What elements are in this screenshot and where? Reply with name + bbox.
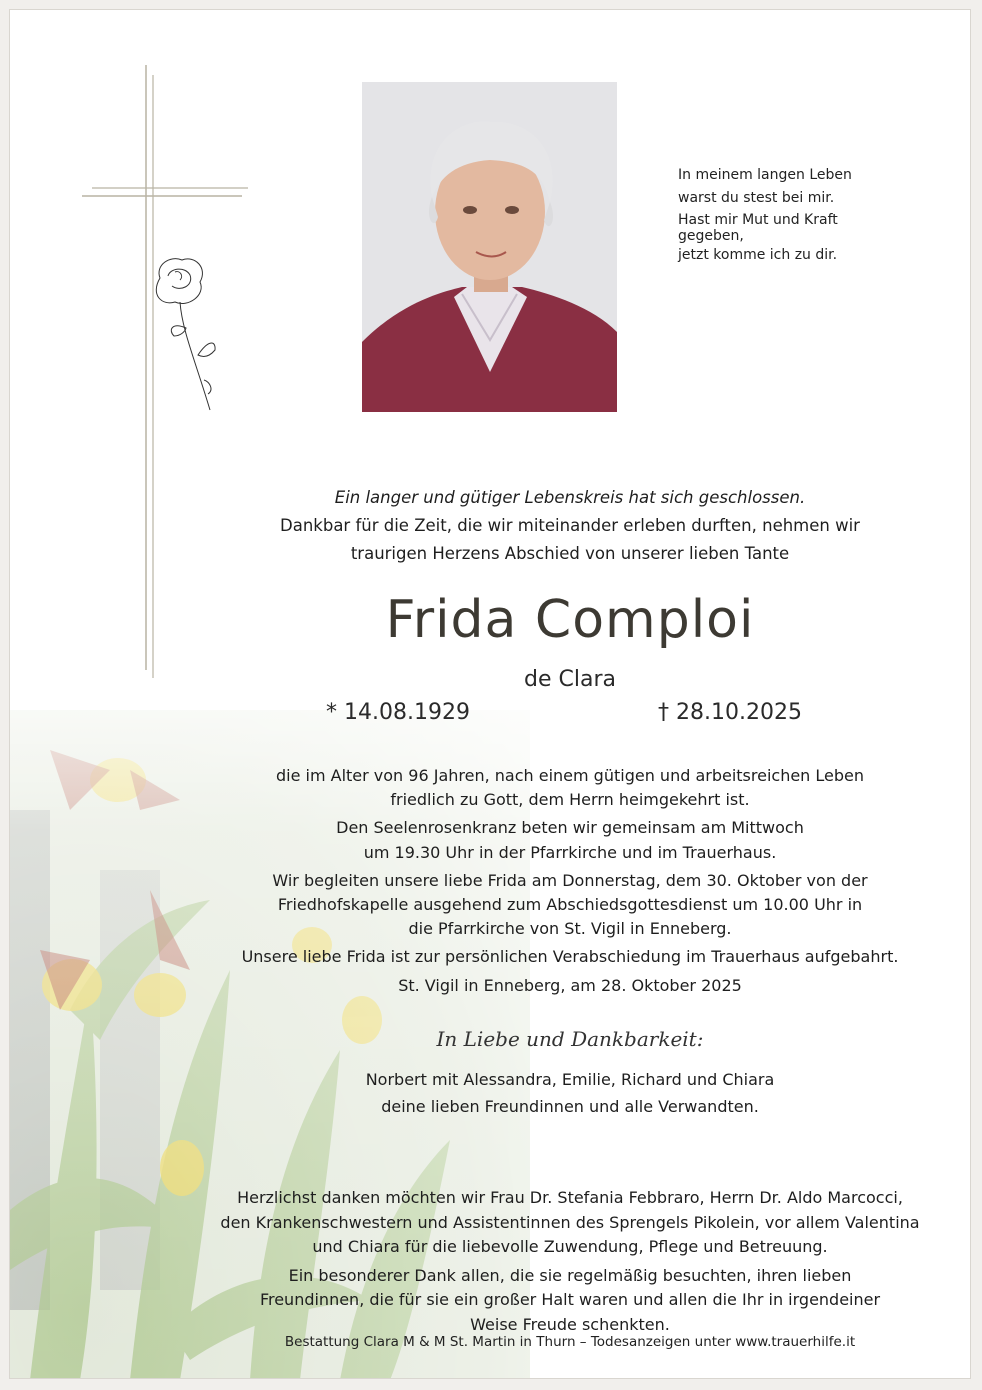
deceased-name: Frida Comploi [385, 590, 755, 650]
poem-line: warst du stest bei mir. [678, 189, 835, 206]
thanks-line: den Krankenschwestern und Assistentinnen des Sprengels Pikolein, vor allem Valentina [220, 1212, 920, 1232]
body-line: die im Alter von 96 Jahren, nach einem gütigen und arbeitsreichen Leben [275, 766, 865, 785]
poem [678, 164, 898, 266]
deceased-subname: de Clara [524, 667, 616, 692]
body-line: um 19.30 Uhr in der Pfarrkirche und im Trauerhaus. [363, 842, 777, 862]
family-names [210, 1066, 930, 1120]
thanks-line: Herzlichst danken möchten wir Frau Dr. Stefania Febbraro, Herrn Dr. Aldo Marcocci, [237, 1188, 903, 1207]
thanks-line: Weise Freude schenkten. [470, 1314, 670, 1334]
announcement-text [210, 764, 930, 998]
body-line: die Pfarrkirche von St. Vigil in Enneberg. [408, 919, 732, 939]
thanks-line: und Chiara für die liebevolle Zuwendung, Pflege und Betreuung. [312, 1237, 828, 1256]
place-date-line: St. Vigil in Enneberg, am 28. Oktober 2025 [398, 975, 742, 995]
thanks-text [210, 1186, 930, 1337]
body-line: Wir begleiten unsere liebe Frida am Donnerstag, dem 30. Oktober von der [272, 870, 868, 890]
footer-funeral-home: Bestattung Clara M & M St. Martin in Thurn – Todesanzeigen unter www.trauerhilfe.it [284, 1334, 856, 1350]
body-line: Friedhofskapelle ausgehend zum Abschiedsgottesdienst um 10.00 Uhr in [277, 895, 863, 915]
family-line: deine lieben Freundinnen und alle Verwandten. [381, 1097, 759, 1116]
poem-line: jetzt komme ich zu dir. [678, 246, 838, 263]
closing-script-line: In Liebe und Dankbarkeit: [436, 1027, 704, 1051]
death-date: † 28.10.2025 [658, 700, 802, 725]
intro-italic-line: Ein langer und gütiger Lebenskreis hat sich geschlossen. [334, 488, 806, 507]
obituary-page [9, 9, 971, 1379]
family-line: Norbert mit Alessandra, Emilie, Richard und Chiara [365, 1070, 775, 1089]
portrait-photo [362, 82, 617, 412]
poem-line: In meinem langen Leben [678, 167, 852, 183]
poem-line: Hast mir Mut und Kraft [678, 212, 838, 228]
intro-line: Dankbar für die Zeit, die wir miteinander erleben durften, nehmen wir [280, 516, 860, 535]
thanks-line: Freundinnen, die für sie ein großer Halt waren und allen die Ihr in irgendeiner [259, 1290, 881, 1309]
body-line: Den Seelenrosenkranz beten wir gemeinsam am Mittwoch [336, 818, 804, 838]
poem-line: gegeben, [678, 227, 744, 244]
body-line: Unsere liebe Frida ist zur persönlichen Verabschiedung im Trauerhaus aufgebahrt. [241, 947, 899, 967]
cross-with-rose-icon [10, 10, 270, 710]
intro-line: traurigen Herzens Abschied von unserer lieben Tante [350, 544, 790, 563]
body-line: friedlich zu Gott, dem Herrn heimgekehrt ist. [390, 790, 750, 810]
birth-date: * 14.08.1929 [326, 700, 470, 725]
thanks-line: Ein besonderer Dank allen, die sie regelmäßig besuchten, ihren lieben [288, 1265, 852, 1285]
intro-text [210, 484, 930, 568]
